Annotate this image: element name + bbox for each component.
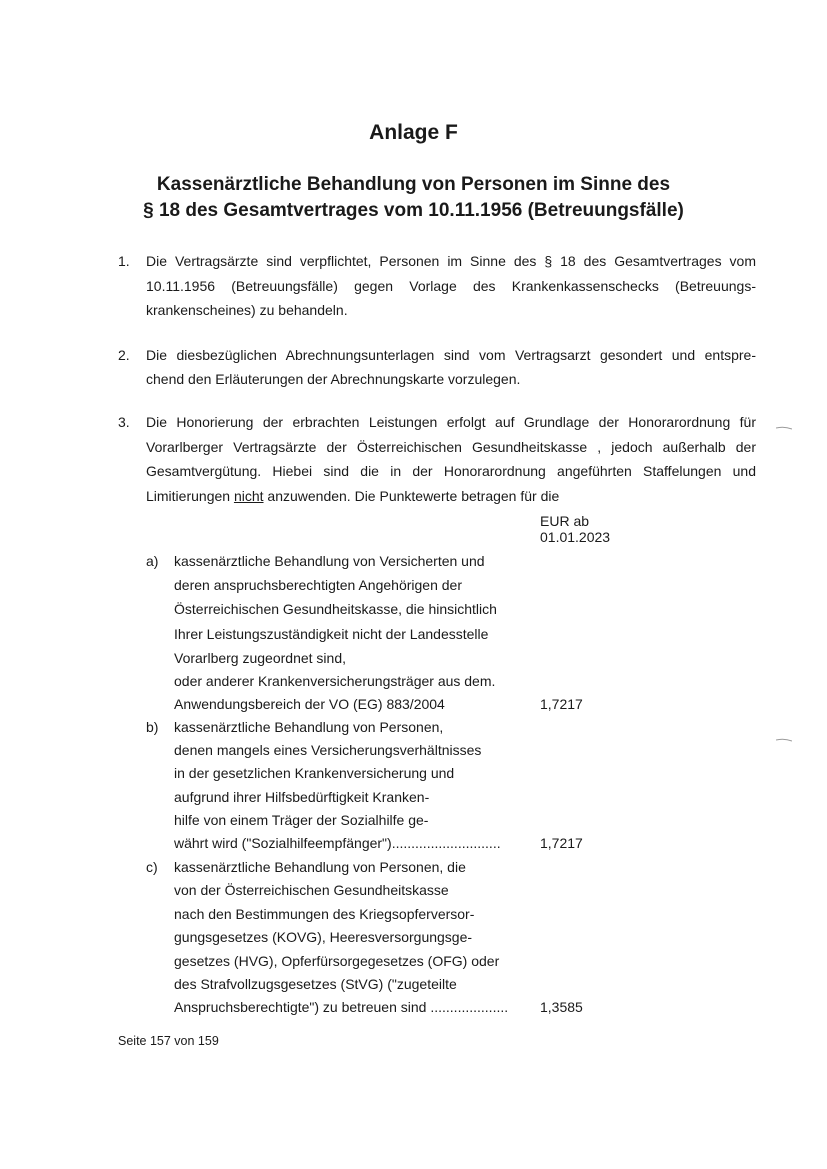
sub-item-c-line: Anspruchsberechtigte") zu betreuen sind .................... [174,999,509,1015]
rate-column-header: EUR ab [540,513,590,529]
item-2-line: Die diesbezüglichen Abrechnungsunterlagen sind vom Vertragsarzt gesondert und entspre- [146,347,756,363]
sub-item-a-line: oder anderer Krankenversicherungsträger aus dem. [174,673,496,689]
margin-mark [776,738,792,742]
annex-title: Anlage F [369,121,458,144]
item-number: 2. [118,347,130,363]
sub-item-letter: c) [146,859,158,875]
item-1-line: 10.11.1956 (Betreuungsfälle) gegen Vorlage des Krankenkassenschecks (Betreuungs- [146,278,756,294]
underlined-word: nicht [233,488,264,504]
item-3-last-line [146,488,559,504]
item-3-text: Limitierungen [146,488,234,504]
point-value: 1,3585 [540,999,583,1015]
sub-item-a-line: Vorarlberg zugeordnet sind, [174,650,346,666]
sub-item-b-line: kassenärztliche Behandlung von Personen, [174,719,444,735]
sub-item-a-line: kassenärztliche Behandlung von Versicherten und [174,553,485,569]
main-title-line-1: Kassenärztliche Behandlung von Personen im Sinne des [156,174,671,195]
main-title-line-2: § 18 des Gesamtvertrages vom 10.11.1956 (Betreuungsfälle) [143,200,684,221]
item-3-text: anzuwenden. Die Punktewerte betragen für die [263,488,560,504]
item-number: 3. [118,414,130,430]
sub-item-c-line: von der Österreichischen Gesundheitskasse [174,882,449,898]
sub-item-b-line: aufgrund ihrer Hilfsbedürftigkeit Kranken- [174,789,430,805]
item-3-line: Die Honorierung der erbrachten Leistungen erfolgt auf Grundlage der Honorarordnung für [146,414,756,430]
sub-item-a-line: Ihrer Leistungszuständigkeit nicht der Landesstelle [174,626,489,642]
item-number: 1. [118,253,130,269]
sub-item-letter: a) [146,553,159,569]
sub-item-a-line: Anwendungsbereich der VO (EG) 883/2004 [174,696,445,712]
sub-item-c-line: gesetzes (HVG), Opferfürsorgegesetzes (OFG) oder [174,953,500,969]
sub-item-a-line: deren anspruchsberechtigten Angehörigen der [174,577,462,593]
sub-item-b-line: denen mangels eines Versicherungsverhältnisses [174,742,482,758]
sub-item-c-line: des Strafvollzugsgesetzes (StVG) ("zugeteilte [174,976,457,992]
item-1-line: Die Vertragsärzte sind verpflichtet, Personen im Sinne des § 18 des Gesamtvertrages vom [146,253,756,269]
sub-item-b-line: hilfe von einem Träger der Sozialhilfe ge- [174,812,429,828]
item-1-line: krankenscheines) zu behandeln. [146,302,348,318]
margin-mark [776,426,792,430]
sub-item-b-line: in der gesetzlichen Krankenversicherung und [174,765,455,781]
sub-item-c-line: kassenärztliche Behandlung von Personen, die [174,859,466,875]
sub-item-b-line: währt wird ("Sozialhilfeempfänger")............................ [174,835,501,851]
page-number-footer: Seite 157 von 159 [118,1034,219,1048]
sub-item-c-line: gungsgesetzes (KOVG), Heeresversorgungsge- [174,929,473,945]
sub-item-letter: b) [146,719,159,735]
point-value: 1,7217 [540,835,583,851]
item-3-line: Gesamtvergütung. Hiebei sind die in der Honorarordnung angeführten Staffelungen und [146,463,756,479]
rate-column-date: 01.01.2023 [540,529,611,545]
item-3-line: Vorarlberger Vertragsärzte der Österreichischen Gesundheitskasse , jedoch außerhalb der [146,439,756,455]
item-2-line: chend den Erläuterungen der Abrechnungskarte vorzulegen. [146,371,521,387]
point-value: 1,7217 [540,696,583,712]
sub-item-c-line: nach den Bestimmungen des Kriegsopferversor- [174,906,475,922]
sub-item-a-line: Österreichischen Gesundheitskasse, die hinsichtlich [174,601,497,617]
